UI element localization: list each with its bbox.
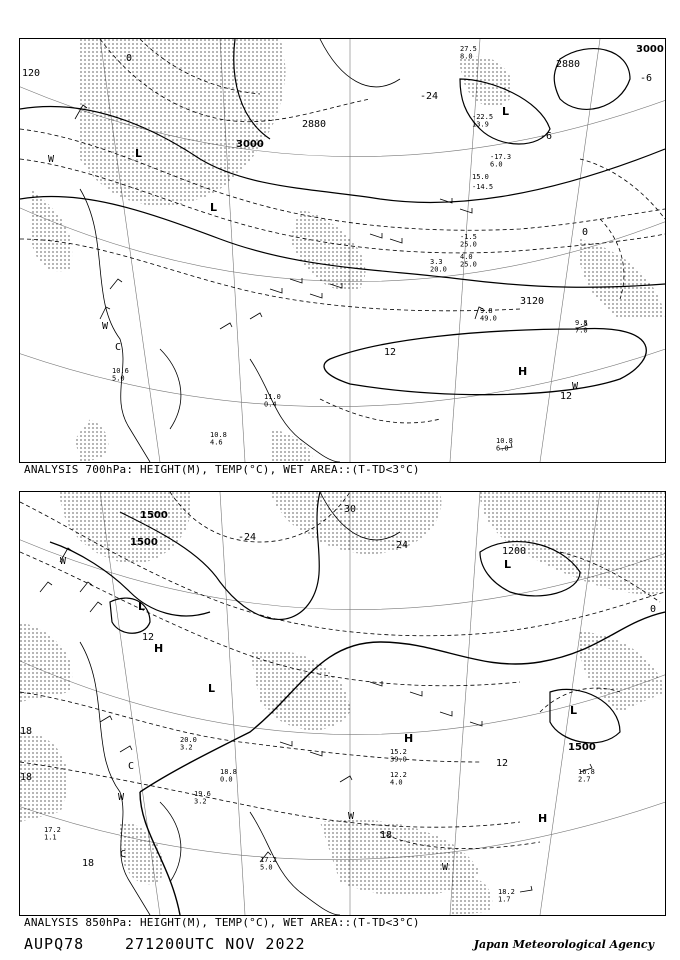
station-value: 11.0 0.4 — [264, 393, 281, 409]
chart-code: AUPQ78 — [24, 935, 85, 953]
station-plots — [44, 736, 595, 904]
contour-label: 1500 — [568, 742, 596, 753]
isotherm-label: 18 — [380, 830, 393, 841]
low-center: L — [210, 201, 218, 214]
contour-label: 2880 — [556, 59, 581, 70]
station-value: 12.2 4.0 — [390, 771, 407, 787]
isotherm-label: 18 — [20, 772, 33, 783]
station-value: 19.6 3.2 — [194, 790, 211, 806]
warm-center: W — [118, 792, 125, 803]
warm-center: W — [442, 862, 449, 873]
high-center: H — [518, 365, 528, 378]
contour-label: 3000 — [236, 139, 264, 150]
isotherm-label: 12 — [384, 347, 397, 358]
station-value: 20.0 3.2 — [180, 736, 197, 752]
station-value: 16.8 2.7 — [578, 768, 595, 784]
isotherm-label: -6 — [640, 73, 653, 84]
isotherm-label: 18 — [82, 858, 95, 869]
contour-label: 2880 — [302, 119, 327, 130]
station-value: 3.3 20.0 — [430, 258, 447, 274]
station-value: 15.0 — [472, 173, 489, 181]
isotherm-label: -6 — [540, 131, 553, 142]
warm-center: W — [572, 381, 579, 392]
station-value: 10.8 4.6 — [210, 431, 227, 447]
contour-label: 3120 — [520, 296, 545, 307]
isotherm-label: -24 — [238, 532, 257, 543]
isotherm-label: -24 — [390, 540, 409, 551]
isotherm-label: 0 — [582, 227, 589, 238]
map-700hpa-canvas — [20, 39, 665, 462]
isotherm-label: 0 — [126, 53, 133, 64]
isotherm-label: -24 — [420, 91, 439, 102]
panel-caption-850hpa: ANALYSIS 850hPa: HEIGHT(M), TEMP(°C), WET AREA::(T-TD<3°C) — [24, 916, 420, 929]
station-value: 17.2 5.0 — [260, 856, 277, 872]
contour-label: 1500 — [140, 510, 168, 521]
station-value: 18.2 1.7 — [498, 888, 515, 904]
station-value: 9.8 7.0 — [575, 319, 588, 335]
isotherm-label: 12 — [142, 632, 155, 643]
warm-center: W — [102, 321, 109, 332]
station-value: -1.5 25.0 — [460, 233, 477, 249]
station-value: -17.3 6.0 — [490, 153, 512, 169]
station-value: -14.5 — [472, 183, 494, 191]
low-center: L — [208, 682, 216, 695]
isotherm-label: 18 — [20, 726, 33, 737]
station-value: 17.2 1.1 — [44, 826, 61, 842]
station-value: 10.6 5.0 — [112, 367, 129, 383]
cold-center: C — [120, 849, 127, 860]
warm-center: W — [348, 811, 355, 822]
high-center: H — [154, 642, 164, 655]
isotherm-label: -30 — [338, 504, 357, 515]
station-value: 4.0 25.0 — [460, 253, 477, 269]
map-850hpa-canvas — [20, 492, 665, 915]
map-panel-700hpa — [19, 38, 666, 463]
agency-credit: Japan Meteorological Agency — [473, 938, 654, 951]
contour-label: 120 — [22, 68, 41, 79]
low-center: L — [135, 147, 143, 160]
low-center: L — [502, 105, 510, 118]
valid-time: 271200UTC NOV 2022 — [125, 935, 306, 953]
isotherm-label: 12 — [560, 391, 573, 402]
high-center: H — [538, 812, 548, 825]
station-value: 27.5 8.0 — [460, 45, 477, 61]
station-value: 9.8 49.0 — [480, 307, 497, 323]
low-center: L — [570, 704, 578, 717]
station-value: 15.2 39.0 — [390, 748, 407, 764]
high-center: H — [404, 732, 414, 745]
low-center: L — [504, 558, 512, 571]
cold-center: C — [128, 761, 135, 772]
contour-label: 3000 — [636, 44, 664, 55]
isotherm-label: 0 — [650, 604, 657, 615]
contour-label: 1500 — [130, 537, 158, 548]
station-value: 10.8 6.0 — [496, 437, 513, 453]
isotherm-label: 12 — [496, 758, 509, 769]
map-panel-850hpa — [19, 491, 666, 916]
contour-label: 1200 — [502, 546, 527, 557]
warm-center: W — [48, 154, 55, 165]
station-value: 18.8 0.0 — [220, 768, 237, 784]
station-value: -22.5 13.9 — [472, 113, 494, 129]
low-center: L — [138, 600, 146, 613]
cold-center: C — [115, 342, 122, 353]
warm-center: W — [60, 556, 67, 567]
wet-area — [20, 492, 665, 915]
panel-caption-700hpa: ANALYSIS 700hPa: HEIGHT(M), TEMP(°C), WET AREA::(T-TD<3°C) — [24, 463, 420, 476]
